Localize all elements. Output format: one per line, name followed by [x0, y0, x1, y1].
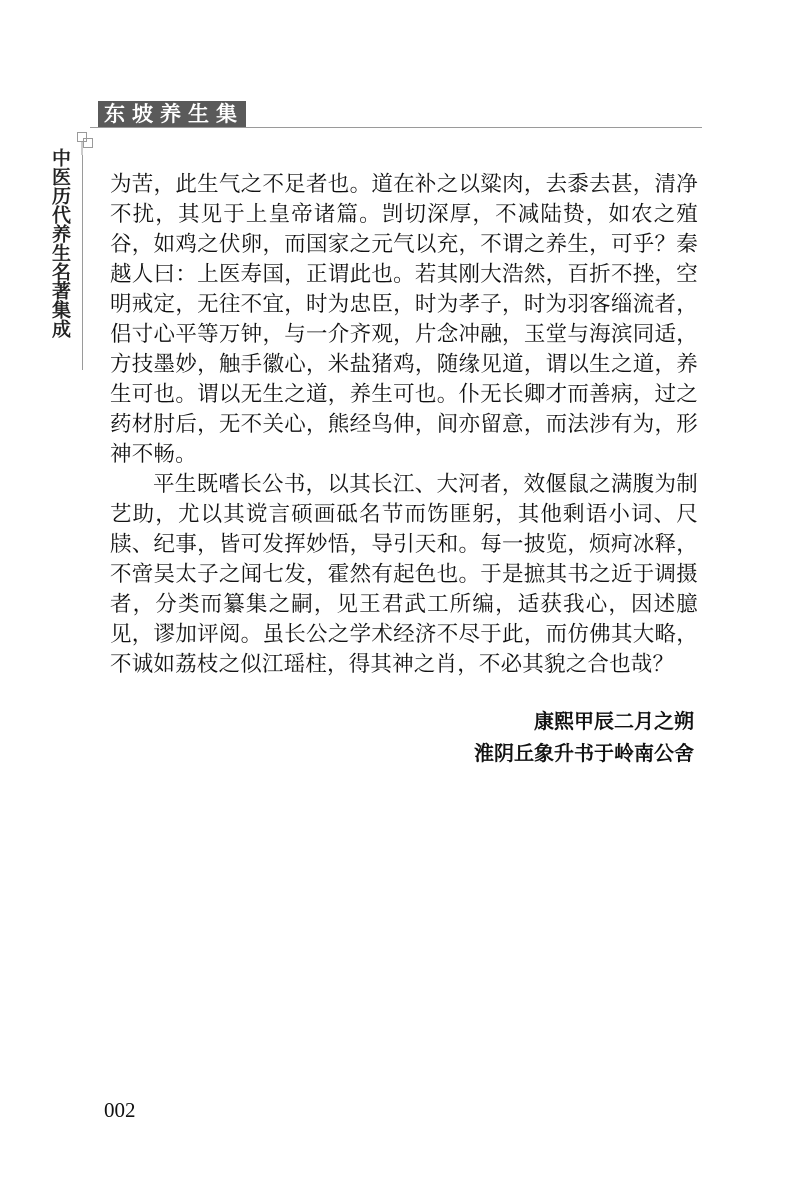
paragraph-2: 平生既嗜长公书，以其长江、大河者，效偃鼠之满腹为制艺助，尤以其谠言硕画砥名节而饬匪躬，其他剩语小词、尺牍、纪事，皆可发挥妙悟，导引天和。每一披览，烦疴冰释，不啻吴太子之闻七发，霍然有起色也。于是摭其书之近于调摄者，分类而纂集之嗣，见王君武工所编，适获我心，因述臆见，谬加评阅。虽长公之学术经济不尽于此，而仿佛其大略，不诚如荔枝之似江瑶柱，得其神之肖，不必其貌之合也哉？ [110, 472, 698, 677]
book-title-banner [98, 101, 246, 127]
paragraph-1: 为苦，此生气之不足者也。道在补之以粱肉，去黍去甚，清净不扰，其见于上皇帝诸篇。剀切深厚，不减陆贽，如农之殖谷，如鸡之伏卵，而国家之元气以充，不谓之养生，可乎？秦越人曰：上医寿国，正谓此也。若其刚大浩然，百折不挫，空明戒定，无往不宜，时为忠臣，时为孝子，时为羽客缁流者，侣寸心平等万钟，与一介齐观，片念冲融，玉堂与海滨同适，方技墨妙，触手徽心，米盐猪鸡，随缘见道，谓以生之道，养生可也。谓以无生之道，养生可也。仆无长卿才而善病，过之药材肘后，无不关心，熊经鸟伸，间亦留意，而法涉有为，形神不畅。 [110, 172, 698, 467]
signature-author: 淮阴丘象升书于岭南公舍 [474, 741, 694, 765]
corner-ornament-icon [76, 125, 98, 155]
page-number: 002 [104, 1098, 136, 1122]
header-divider [90, 127, 702, 128]
book-title: 东坡养生集 [104, 102, 244, 126]
series-title: 中医历代养生名著集成 [49, 148, 71, 338]
body-text [110, 170, 698, 680]
sidebar-divider [82, 155, 83, 370]
signature-date: 康熙甲辰二月之朔 [534, 709, 694, 733]
